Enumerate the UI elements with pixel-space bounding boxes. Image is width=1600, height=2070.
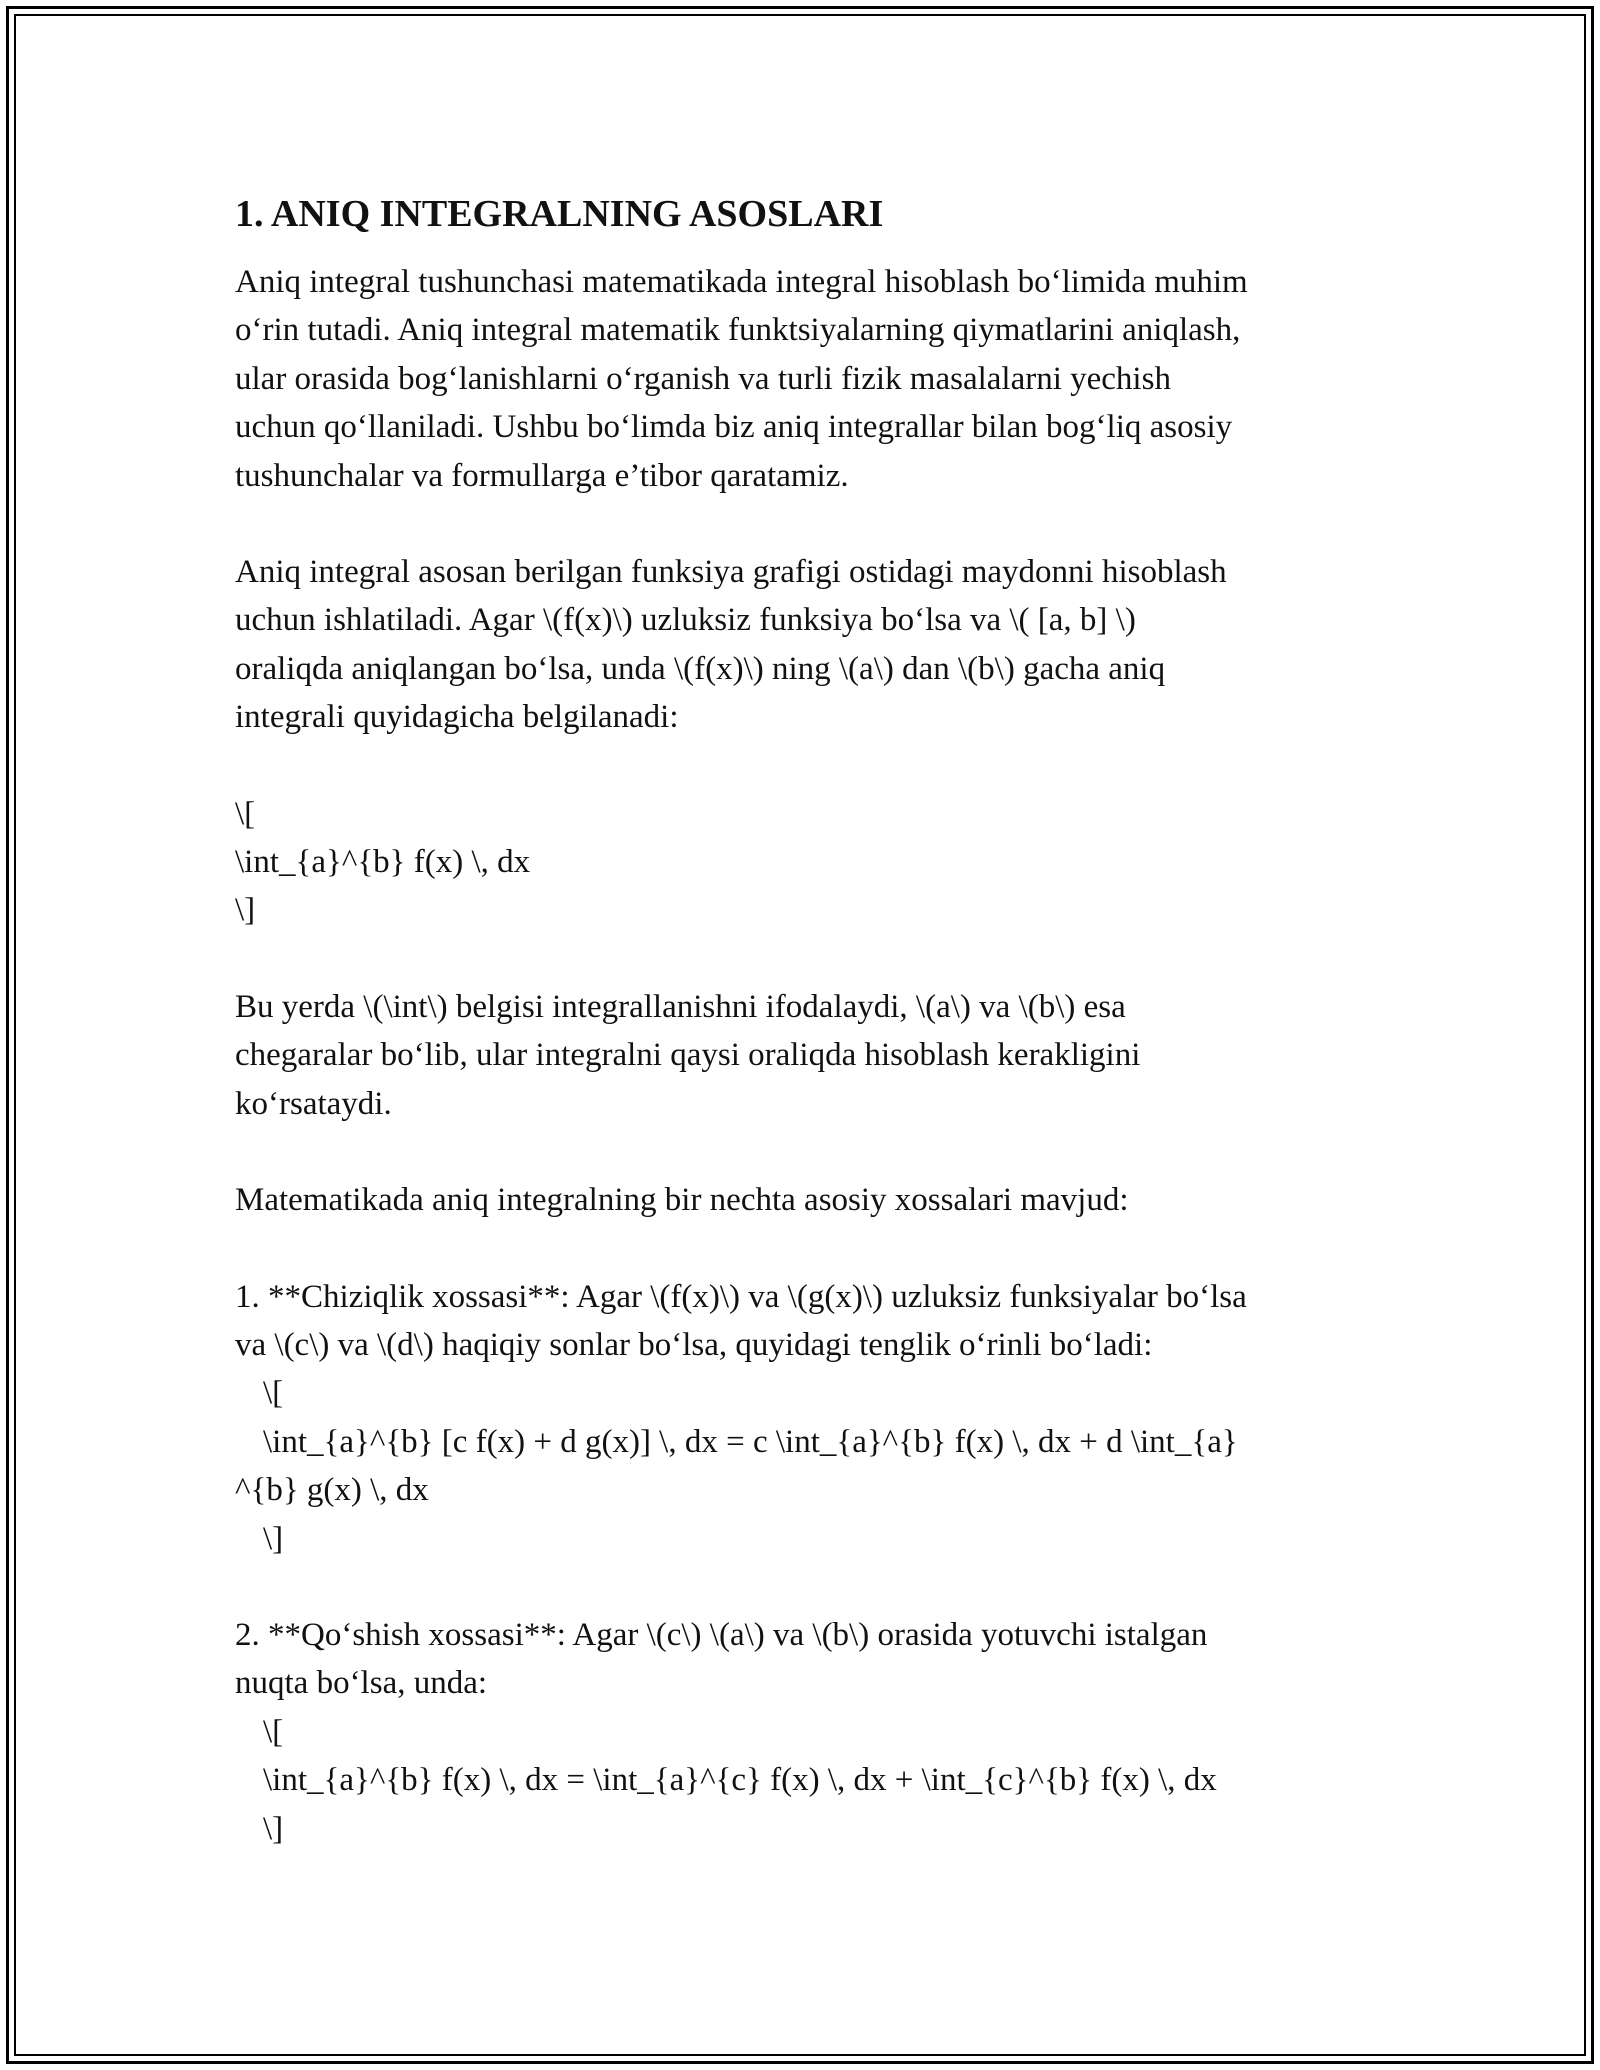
text-line: oraliqda aniqlangan bo‘lsa, unda \(f(x)\) ning \(a\) dan \(b\) gacha aniq (235, 650, 1166, 687)
text-line: uchun qo‘llaniladi. Ushbu bo‘limda biz aniq integrallar bilan bog‘liq asosiy (235, 409, 1233, 446)
formula-line: ^{b} g(x) \, dx (235, 1472, 429, 1509)
text-line: ko‘rsataydi. (235, 1085, 392, 1122)
text-line: ular orasida bog‘lanishlarni o‘rganish va turli fizik masalalarni yechish (235, 360, 1171, 397)
formula-definite-integral (235, 790, 1375, 935)
formula-line: \[ (263, 1375, 284, 1412)
text-line: uchun ishlatiladi. Agar \(f(x)\) uzluksiz funksiya bo‘lsa va \( [a, b] \) (235, 602, 1136, 639)
text-line: integrali quyidagicha belgilanadi: (235, 699, 679, 736)
formula-line: \] (263, 1520, 284, 1557)
paragraph-explanation (235, 983, 1375, 1128)
paragraph-intro (235, 258, 1375, 500)
text-line: o‘rin tutadi. Aniq integral matematik funktsiyalarning qiymatlarini aniqlash, (235, 312, 1241, 349)
list-item-linearity (235, 1273, 1375, 1563)
text-line: 2. **Qo‘shish xossasi**: Agar \(c\) \(a\) va \(b\) orasida yotuvchi istalgan (235, 1616, 1208, 1653)
text-line: 1. **Chiziqlik xossasi**: Agar \(f(x)\) va \(g(x)\) uzluksiz funksiyalar bo‘lsa (235, 1278, 1247, 1315)
formula-line: \] (263, 1810, 284, 1847)
text-line: Matematikada aniq integralning bir nechta asosiy xossalari mavjud: (235, 1182, 1129, 1219)
paragraph-definition (235, 548, 1375, 742)
section-heading: 1. ANIQ INTEGRALNING ASOSLARI (235, 193, 884, 235)
text-line: va \(c\) va \(d\) haqiqiy sonlar bo‘lsa, quyidagi tenglik o‘rinli bo‘ladi: (235, 1326, 1153, 1363)
text-line: nuqta bo‘lsa, unda: (235, 1665, 488, 1702)
text-line: Bu yerda \(\int\) belgisi integrallanishni ifodalaydi, \(a\) va \(b\) esa (235, 988, 1126, 1025)
text-line: chegaralar bo‘lib, ular integralni qaysi oraliqda hisoblash kerakligini (235, 1037, 1141, 1074)
text-line: Aniq integral tushunchasi matematikada integral hisoblash bo‘limida muhim (235, 264, 1248, 300)
formula-line: \int_{a}^{b} [c f(x) + d g(x)] \, dx = c \int_{a}^{b} f(x) \, dx + d \int_{a} (263, 1423, 1238, 1460)
text-line: tushunchalar va formullarga e’tibor qaratamiz. (235, 457, 849, 494)
paragraph-properties-intro (235, 1176, 1375, 1224)
formula-line: \[ (263, 1713, 284, 1750)
formula-line: \int_{a}^{b} f(x) \, dx (235, 844, 531, 881)
formula-line: \[ (235, 795, 256, 832)
document-body (235, 188, 1375, 1901)
formula-line: \] (235, 892, 256, 929)
list-item-additivity (235, 1611, 1375, 1853)
text-line: Aniq integral asosan berilgan funksiya grafigi ostidagi maydonni hisoblash (235, 554, 1227, 591)
formula-line: \int_{a}^{b} f(x) \, dx = \int_{a}^{c} f(x) \, dx + \int_{c}^{b} f(x) \, dx (263, 1762, 1217, 1799)
